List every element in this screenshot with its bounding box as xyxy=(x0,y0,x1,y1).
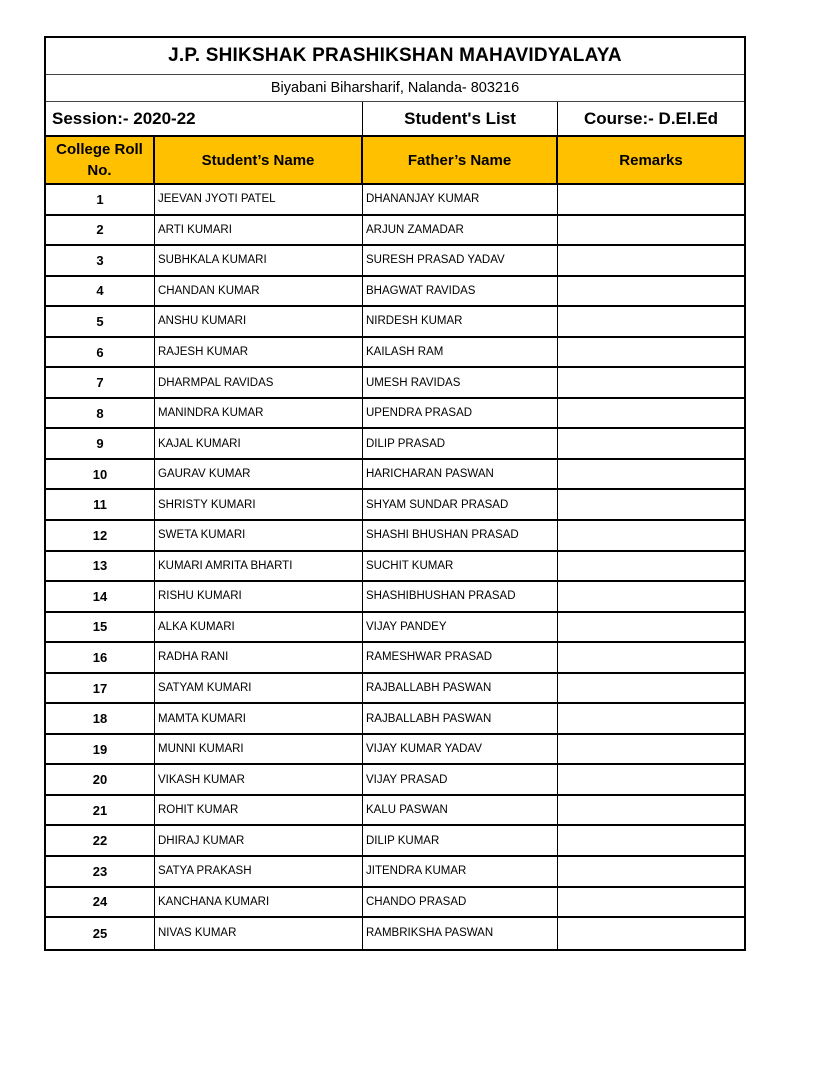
student-list-sheet xyxy=(44,36,746,951)
student-name-cell: JEEVAN JYOTI PATEL xyxy=(155,185,363,214)
roll-cell: 14 xyxy=(46,582,155,611)
student-name-cell: ROHIT KUMAR xyxy=(155,796,363,825)
table-row xyxy=(46,185,744,216)
roll-cell: 21 xyxy=(46,796,155,825)
student-name-cell: ARTI KUMARI xyxy=(155,216,363,245)
session-row xyxy=(46,102,744,135)
column-header-student: Student’s Name xyxy=(155,137,363,183)
table-row xyxy=(46,277,744,308)
roll-cell: 1 xyxy=(46,185,155,214)
roll-cell: 15 xyxy=(46,613,155,642)
session-label: Session:- 2020-22 xyxy=(46,102,363,135)
father-name-cell: NIRDESH KUMAR xyxy=(363,307,558,336)
father-name-cell: SURESH PRASAD YADAV xyxy=(363,246,558,275)
student-name-cell: MANINDRA KUMAR xyxy=(155,399,363,428)
remarks-cell xyxy=(558,307,744,336)
father-name-cell: SHYAM SUNDAR PRASAD xyxy=(363,490,558,519)
father-name-cell: RAJBALLABH PASWAN xyxy=(363,674,558,703)
remarks-cell xyxy=(558,460,744,489)
table-row xyxy=(46,521,744,552)
remarks-cell xyxy=(558,521,744,550)
father-name-cell: UPENDRA PRASAD xyxy=(363,399,558,428)
remarks-cell xyxy=(558,674,744,703)
student-name-cell: MAMTA KUMARI xyxy=(155,704,363,733)
roll-cell: 17 xyxy=(46,674,155,703)
student-name-cell: SUBHKALA KUMARI xyxy=(155,246,363,275)
student-name-cell: SATYA PRAKASH xyxy=(155,857,363,886)
table-row xyxy=(46,796,744,827)
column-header-roll: College Roll No. xyxy=(46,137,155,183)
student-name-cell: RAJESH KUMAR xyxy=(155,338,363,367)
student-name-cell: ALKA KUMARI xyxy=(155,613,363,642)
father-name-cell: DHANANJAY KUMAR xyxy=(363,185,558,214)
table-row xyxy=(46,582,744,613)
student-name-cell: RISHU KUMARI xyxy=(155,582,363,611)
student-name-cell: MUNNI KUMARI xyxy=(155,735,363,764)
father-name-cell: BHAGWAT RAVIDAS xyxy=(363,277,558,306)
remarks-cell xyxy=(558,277,744,306)
remarks-cell xyxy=(558,857,744,886)
roll-cell: 4 xyxy=(46,277,155,306)
father-name-cell: VIJAY PRASAD xyxy=(363,765,558,794)
student-name-cell: RADHA RANI xyxy=(155,643,363,672)
table-row xyxy=(46,857,744,888)
remarks-cell xyxy=(558,368,744,397)
remarks-cell xyxy=(558,918,744,949)
remarks-cell xyxy=(558,888,744,917)
father-name-cell: KALU PASWAN xyxy=(363,796,558,825)
table-row xyxy=(46,765,744,796)
table-row xyxy=(46,399,744,430)
table-row xyxy=(46,674,744,705)
college-title: J.P. SHIKSHAK PRASHIKSHAN MAHAVIDYALAYA xyxy=(46,38,744,75)
student-name-cell: KAJAL KUMARI xyxy=(155,429,363,458)
table-row xyxy=(46,704,744,735)
column-header-remarks: Remarks xyxy=(558,137,744,183)
table-row xyxy=(46,368,744,399)
student-name-cell: SATYAM KUMARI xyxy=(155,674,363,703)
father-name-cell: JITENDRA KUMAR xyxy=(363,857,558,886)
remarks-cell xyxy=(558,735,744,764)
roll-cell: 2 xyxy=(46,216,155,245)
roll-cell: 3 xyxy=(46,246,155,275)
roll-cell: 22 xyxy=(46,826,155,855)
remarks-cell xyxy=(558,490,744,519)
table-row xyxy=(46,429,744,460)
student-name-cell: KANCHANA KUMARI xyxy=(155,888,363,917)
table-row xyxy=(46,216,744,247)
table-row xyxy=(46,246,744,277)
student-name-cell: DHIRAJ KUMAR xyxy=(155,826,363,855)
father-name-cell: DILIP PRASAD xyxy=(363,429,558,458)
student-name-cell: DHARMPAL RAVIDAS xyxy=(155,368,363,397)
roll-cell: 8 xyxy=(46,399,155,428)
father-name-cell: HARICHARAN PASWAN xyxy=(363,460,558,489)
table-row xyxy=(46,826,744,857)
remarks-cell xyxy=(558,582,744,611)
student-name-cell: SHRISTY KUMARI xyxy=(155,490,363,519)
table-row xyxy=(46,735,744,766)
roll-cell: 16 xyxy=(46,643,155,672)
table-row xyxy=(46,552,744,583)
remarks-cell xyxy=(558,826,744,855)
roll-cell: 5 xyxy=(46,307,155,336)
roll-cell: 13 xyxy=(46,552,155,581)
father-name-cell: DILIP KUMAR xyxy=(363,826,558,855)
father-name-cell: SHASHI BHUSHAN PRASAD xyxy=(363,521,558,550)
father-name-cell: KAILASH RAM xyxy=(363,338,558,367)
course-label: Course:- D.El.Ed xyxy=(583,108,719,128)
father-name-cell: VIJAY KUMAR YADAV xyxy=(363,735,558,764)
remarks-cell xyxy=(558,399,744,428)
roll-cell: 19 xyxy=(46,735,155,764)
roll-cell: 10 xyxy=(46,460,155,489)
father-name-cell: SHASHIBHUSHAN PRASAD xyxy=(363,582,558,611)
list-title: Student's List xyxy=(363,102,558,135)
remarks-cell xyxy=(558,338,744,367)
table-header-row xyxy=(46,135,744,185)
roll-cell: 12 xyxy=(46,521,155,550)
roll-cell: 24 xyxy=(46,888,155,917)
table-body xyxy=(46,185,744,949)
father-name-cell: CHANDO PRASAD xyxy=(363,888,558,917)
remarks-cell xyxy=(558,216,744,245)
remarks-cell xyxy=(558,429,744,458)
remarks-cell xyxy=(558,613,744,642)
college-address: Biyabani Biharsharif, Nalanda- 803216 xyxy=(46,75,744,102)
roll-cell: 20 xyxy=(46,765,155,794)
table-row xyxy=(46,490,744,521)
remarks-cell xyxy=(558,765,744,794)
remarks-cell xyxy=(558,643,744,672)
column-header-father: Father’s Name xyxy=(363,137,558,183)
father-name-cell: RAMBRIKSHA PASWAN xyxy=(363,918,558,949)
father-name-cell: RAJBALLABH PASWAN xyxy=(363,704,558,733)
table-row xyxy=(46,460,744,491)
table-row xyxy=(46,888,744,919)
roll-cell: 7 xyxy=(46,368,155,397)
father-name-cell: SUCHIT KUMAR xyxy=(363,552,558,581)
father-name-cell: UMESH RAVIDAS xyxy=(363,368,558,397)
table-row xyxy=(46,918,744,949)
remarks-cell xyxy=(558,552,744,581)
table-row xyxy=(46,643,744,674)
father-name-cell: RAMESHWAR PRASAD xyxy=(363,643,558,672)
remarks-cell xyxy=(558,246,744,275)
table-row xyxy=(46,613,744,644)
roll-cell: 6 xyxy=(46,338,155,367)
student-name-cell: VIKASH KUMAR xyxy=(155,765,363,794)
student-name-cell: KUMARI AMRITA BHARTI xyxy=(155,552,363,581)
father-name-cell: ARJUN ZAMADAR xyxy=(363,216,558,245)
remarks-cell xyxy=(558,704,744,733)
roll-cell: 18 xyxy=(46,704,155,733)
student-name-cell: ANSHU KUMARI xyxy=(155,307,363,336)
table-row xyxy=(46,307,744,338)
student-name-cell: CHANDAN KUMAR xyxy=(155,277,363,306)
father-name-cell: VIJAY PANDEY xyxy=(363,613,558,642)
roll-cell: 25 xyxy=(46,918,155,949)
student-name-cell: SWETA KUMARI xyxy=(155,521,363,550)
remarks-cell xyxy=(558,796,744,825)
table-row xyxy=(46,338,744,369)
student-name-cell: GAURAV KUMAR xyxy=(155,460,363,489)
roll-cell: 23 xyxy=(46,857,155,886)
roll-cell: 11 xyxy=(46,490,155,519)
student-name-cell: NIVAS KUMAR xyxy=(155,918,363,949)
roll-cell: 9 xyxy=(46,429,155,458)
remarks-cell xyxy=(558,185,744,214)
